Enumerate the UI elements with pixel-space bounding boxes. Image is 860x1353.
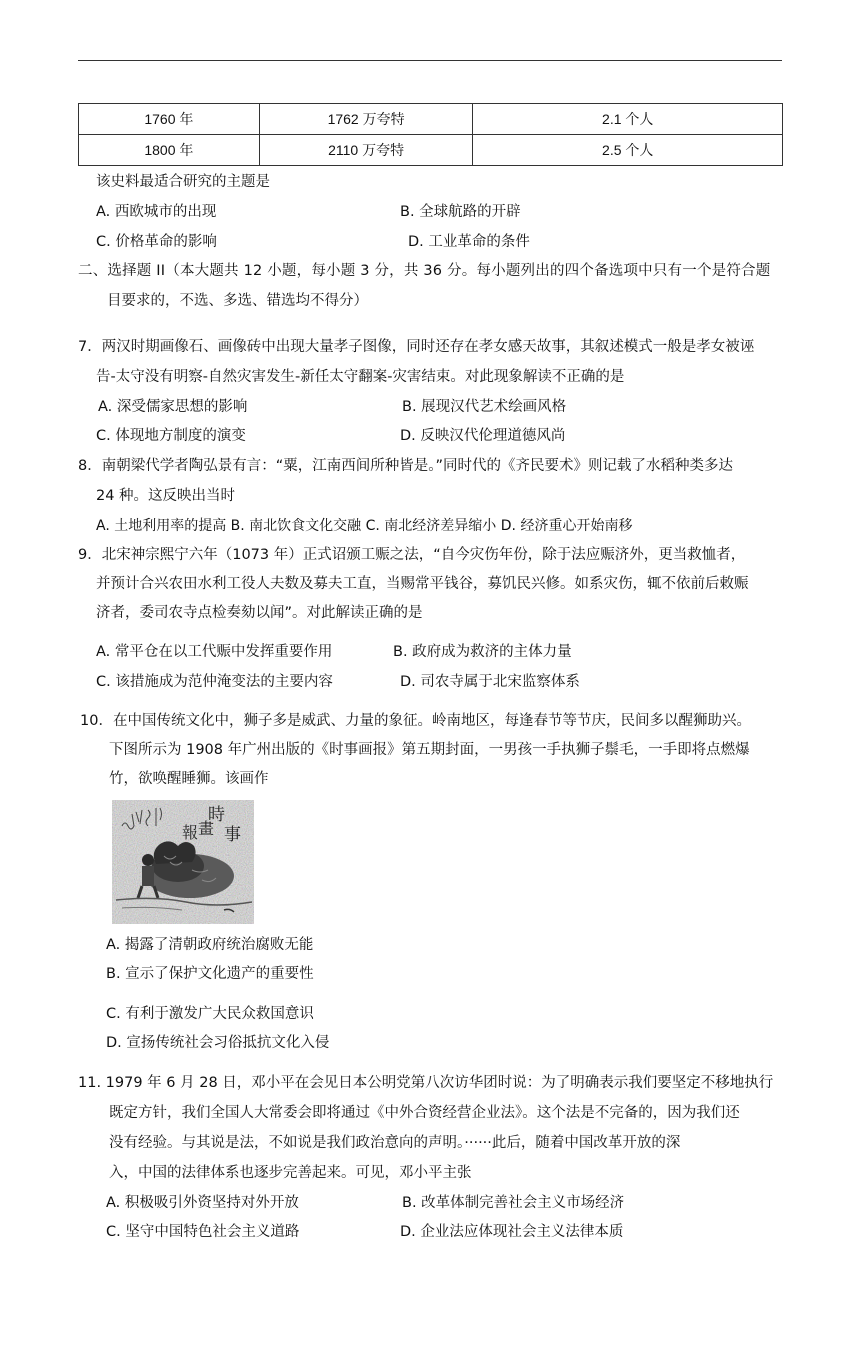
q7-option-d[interactable]: D. 反映汉代伦理道德风尚 [400, 428, 566, 444]
q10-stem: 10．在中国传统文化中，狮子多是威武、力量的象征。岭南地区，每逢春节等节庆，民间多以醒狮助兴。 [80, 713, 751, 729]
q11-option-d[interactable]: D. 企业法应体现社会主义法律本质 [400, 1224, 624, 1240]
q7-option-a[interactable]: A. 深受儒家思想的影响 [98, 399, 248, 415]
q9-stem-cont2: 济者，委司农寺点检奏劾以闻”。对此解读正确的是 [96, 605, 423, 621]
data-table [78, 103, 783, 166]
q10-option-d[interactable]: D. 宣扬传统社会习俗抵抗文化入侵 [106, 1035, 330, 1051]
q6-option-b[interactable]: B. 全球航路的开辟 [400, 204, 521, 220]
q7-stem: 7．两汉时期画像石、画像砖中出现大量孝子图像，同时还存在孝女感天故事，其叙述模式一般是孝女被诬 [78, 339, 755, 355]
q7-stem-cont: 告-太守没有明察-自然灾害发生-新任太守翻案-灾害结束。对此现象解读不正确的是 [96, 369, 625, 385]
cover-illustration [112, 800, 254, 924]
q10-option-c[interactable]: C. 有利于激发广大民众救国意识 [106, 1006, 314, 1022]
q11-stem-cont3: 入，中国的法律体系也逐步完善起来。可见，邓小平主张 [109, 1165, 472, 1181]
q9-stem: 9．北宋神宗熙宁六年（1073 年）正式诏颁工赈之法，“自今灾伤年份，除于法应赈济外，更当救恤者， [78, 547, 746, 563]
section2-heading-cont: 目要求的，不选、多选、错选均不得分） [107, 293, 368, 309]
shishi-huabao-cover-image [112, 800, 254, 924]
q11-option-a[interactable]: A. 积极吸引外资坚持对外开放 [106, 1195, 299, 1211]
q6-option-c[interactable]: C. 价格革命的影响 [96, 234, 217, 250]
q11-stem-cont1: 既定方针，我们全国人大常委会即将通过《中外合资经营企业法》。这个法是不完备的，因为我们还 [109, 1105, 740, 1121]
q7-option-c[interactable]: C. 体现地方制度的演变 [96, 428, 246, 444]
q9-stem-cont1: 并预计合兴农田水利工役人夫数及募夫工直，当赐常平钱谷，募饥民兴修。如系灾伤，辄不依前后敕赈 [96, 576, 749, 592]
q10-option-a[interactable]: A. 揭露了清朝政府统治腐败无能 [106, 937, 314, 953]
q9-option-c[interactable]: C. 该措施成为范仲淹变法的主要内容 [96, 674, 333, 690]
q8-stem: 8．南朝梁代学者陶弘景有言：“粟，江南西间所种皆是。”同时代的《齐民要术》则记载了水稻种类多达 [78, 458, 733, 474]
q7-option-b[interactable]: B. 展现汉代艺术绘画风格 [402, 399, 567, 415]
q11-stem: 11. 1979 年 6 月 28 日，邓小平在会见日本公明党第八次访华团时说：为了明确表示我们要坚定不移地执行 [78, 1075, 774, 1091]
q9-option-b[interactable]: B. 政府成为救济的主体力量 [393, 644, 572, 660]
q11-option-c[interactable]: C. 坚守中国特色社会主义道路 [106, 1224, 300, 1240]
q8-stem-cont: 24 种。这反映出当时 [96, 488, 236, 504]
table-cell: 1800 年 [79, 135, 260, 166]
q11-stem-cont2: 没有经验。与其说是法，不如说是我们政治意向的声明。······此后，随着中国改革开放的深 [109, 1135, 681, 1151]
table-cell: 2.1 个人 [473, 104, 783, 135]
section2-heading: 二、选择题 II（本大题共 12 小题，每小题 3 分，共 36 分。每小题列出的四个备选项中只有一个是符合题 [78, 263, 771, 279]
q10-option-b[interactable]: B. 宣示了保护文化遗产的重要性 [106, 966, 314, 982]
table-row [79, 104, 783, 135]
q6-stem: 该史料最适合研究的主题是 [96, 174, 270, 190]
cover-title-char: 事 [224, 825, 241, 845]
table-row [79, 135, 783, 166]
header-rule [78, 60, 782, 61]
table-cell: 2110 万夸特 [259, 135, 473, 166]
table-cell: 1760 年 [79, 104, 260, 135]
q6-option-a[interactable]: A. 西欧城市的出现 [96, 204, 217, 220]
q11-option-b[interactable]: B. 改革体制完善社会主义市场经济 [402, 1195, 625, 1211]
cover-title-char: 報 [182, 823, 199, 842]
table-cell: 1762 万夸特 [259, 104, 473, 135]
q6-option-d[interactable]: D. 工业革命的条件 [408, 234, 530, 250]
table-cell: 2.5 个人 [473, 135, 783, 166]
cover-title-char: 畫 [198, 819, 215, 838]
q10-stem-cont2: 竹，欲唤醒睡狮。该画作 [109, 771, 269, 787]
q9-option-a[interactable]: A. 常平仓在以工代赈中发挥重要作用 [96, 644, 333, 660]
q10-stem-cont1: 下图所示为 1908 年广州出版的《时事画报》第五期封面，一男孩一手执狮子鬃毛，一手即将点燃爆 [109, 742, 750, 758]
q8-options[interactable]: A. 土地利用率的提高 B. 南北饮食文化交融 C. 南北经济差异缩小 D. 经济重心开始南移 [96, 518, 633, 534]
q9-option-d[interactable]: D. 司农寺属于北宋监察体系 [400, 674, 580, 690]
cover-title-char: 時 [208, 805, 225, 825]
